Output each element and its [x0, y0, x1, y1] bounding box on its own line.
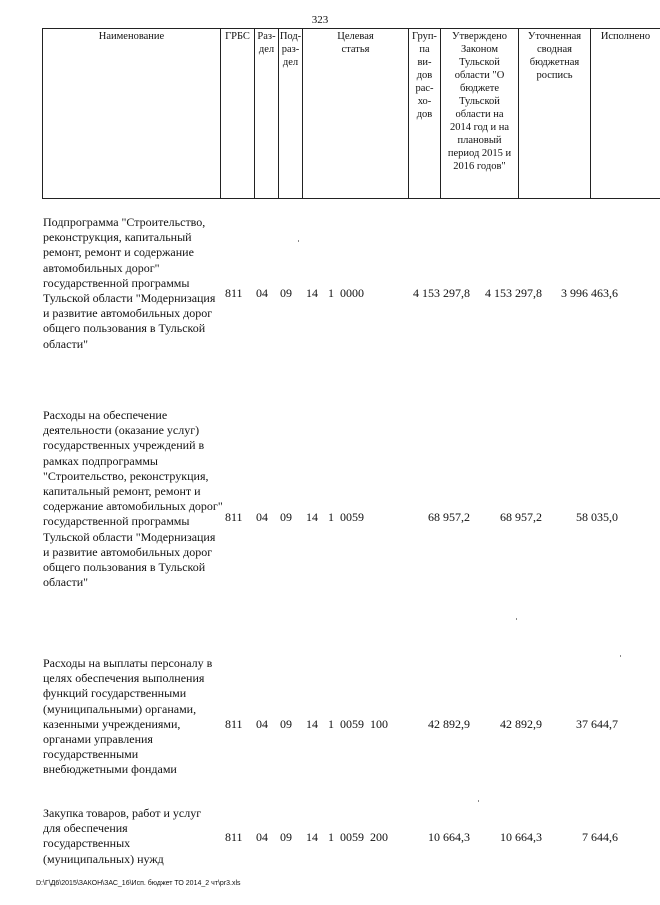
header-name: Наименование: [42, 28, 220, 199]
row-2-razdel: 04: [256, 510, 268, 524]
row-4-group: 200: [370, 830, 388, 844]
row-4-razdel: 04: [256, 830, 268, 844]
row-2-t3: 0059: [340, 510, 364, 524]
row-2-grbs: 811: [225, 510, 243, 524]
row-2-t2: 1: [328, 510, 334, 524]
scan-speck: [478, 800, 479, 802]
header-approved: Утверждено Законом Тульской области "О бюджете Тульской области на 2014 год и на плановый период 2015 и 2016 годов": [440, 28, 518, 199]
row-1-refined: 4 153 297,8: [485, 286, 542, 300]
row-3-executed: 37 644,7: [576, 717, 618, 731]
table-header: [42, 28, 651, 199]
row-2-executed: 58 035,0: [576, 510, 618, 524]
row-2-refined: 68 957,2: [500, 510, 542, 524]
header-group: Груп- па ви- дов рас- хо- дов: [408, 28, 440, 199]
scan-speck: [620, 655, 621, 657]
header-refined: Уточненная сводная бюджетная роспись: [518, 28, 590, 199]
row-2-approved: 68 957,2: [428, 510, 470, 524]
row-3-t2: 1: [328, 717, 334, 731]
row-1-razdel: 04: [256, 286, 268, 300]
row-3-razdel: 04: [256, 717, 268, 731]
row-4-executed: 7 644,6: [582, 830, 618, 844]
header-grbs: ГРБС: [220, 28, 254, 199]
file-path-footer: D:\Г\Д6\2015\ЗАКОН\ЗАС_16\Исп. бюджет ТО 2014_2 чт\pr3.xls: [36, 880, 241, 887]
row-1-executed: 3 996 463,6: [561, 286, 618, 300]
header-razdel: Раз- дел: [254, 28, 278, 199]
row-4-t2: 1: [328, 830, 334, 844]
row-3-t3: 0059: [340, 717, 364, 731]
header-podrazdel: Под- раз- дел: [278, 28, 302, 199]
scan-speck: [516, 618, 517, 620]
row-3-grbs: 811: [225, 717, 243, 731]
header-executed: Исполнено: [590, 28, 660, 199]
page-number: 323: [311, 14, 329, 26]
row-4-grbs: 811: [225, 830, 243, 844]
row-3-approved: 42 892,9: [428, 717, 470, 731]
scan-speck: [298, 240, 299, 242]
row-4-t1: 14: [306, 830, 318, 844]
row-1-grbs: 811: [225, 286, 243, 300]
row-3-name: Расходы на выплаты персоналу в целях обеспечения выполнения функций государственными (муниципальными) органами, казенными учреждениями, органами управления государственными внебюджетными фондами: [43, 656, 213, 777]
row-3-podrazdel: 09: [280, 717, 292, 731]
row-4-t3: 0059: [340, 830, 364, 844]
row-4-refined: 10 664,3: [500, 830, 542, 844]
row-4-podrazdel: 09: [280, 830, 292, 844]
row-1-t2: 1: [328, 286, 334, 300]
row-3-refined: 42 892,9: [500, 717, 542, 731]
row-1-t1: 14: [306, 286, 318, 300]
row-1-name: Подпрограмма "Строительство, реконструкция, капитальный ремонт, ремонт и содержание автомобильных дорог" государственной программы Тульской области "Модернизация и развитие автомобильных дорог общего пользования в Тульской области": [43, 215, 216, 351]
header-target: Целевая статья: [302, 28, 408, 199]
row-2-name: Расходы на обеспечение деятельности (оказание услуг) государственных учреждений в рамках подпрограммы "Строительство, реконструкция, капитальный ремонт, ремонт и содержание автомобильных дорог" государственной программы Тульской области "Модернизация и развитие автомобильных дорог общего пользования в Тульской области": [43, 408, 223, 590]
row-1-t3: 0000: [340, 286, 364, 300]
row-3-t1: 14: [306, 717, 318, 731]
row-1-podrazdel: 09: [280, 286, 292, 300]
row-2-podrazdel: 09: [280, 510, 292, 524]
row-4-name: Закупка товаров, работ и услуг для обеспечения государственных (муниципальных) нужд: [43, 806, 202, 866]
row-2-t1: 14: [306, 510, 318, 524]
row-4-approved: 10 664,3: [428, 830, 470, 844]
row-3-group: 100: [370, 717, 388, 731]
row-1-approved: 4 153 297,8: [413, 286, 470, 300]
